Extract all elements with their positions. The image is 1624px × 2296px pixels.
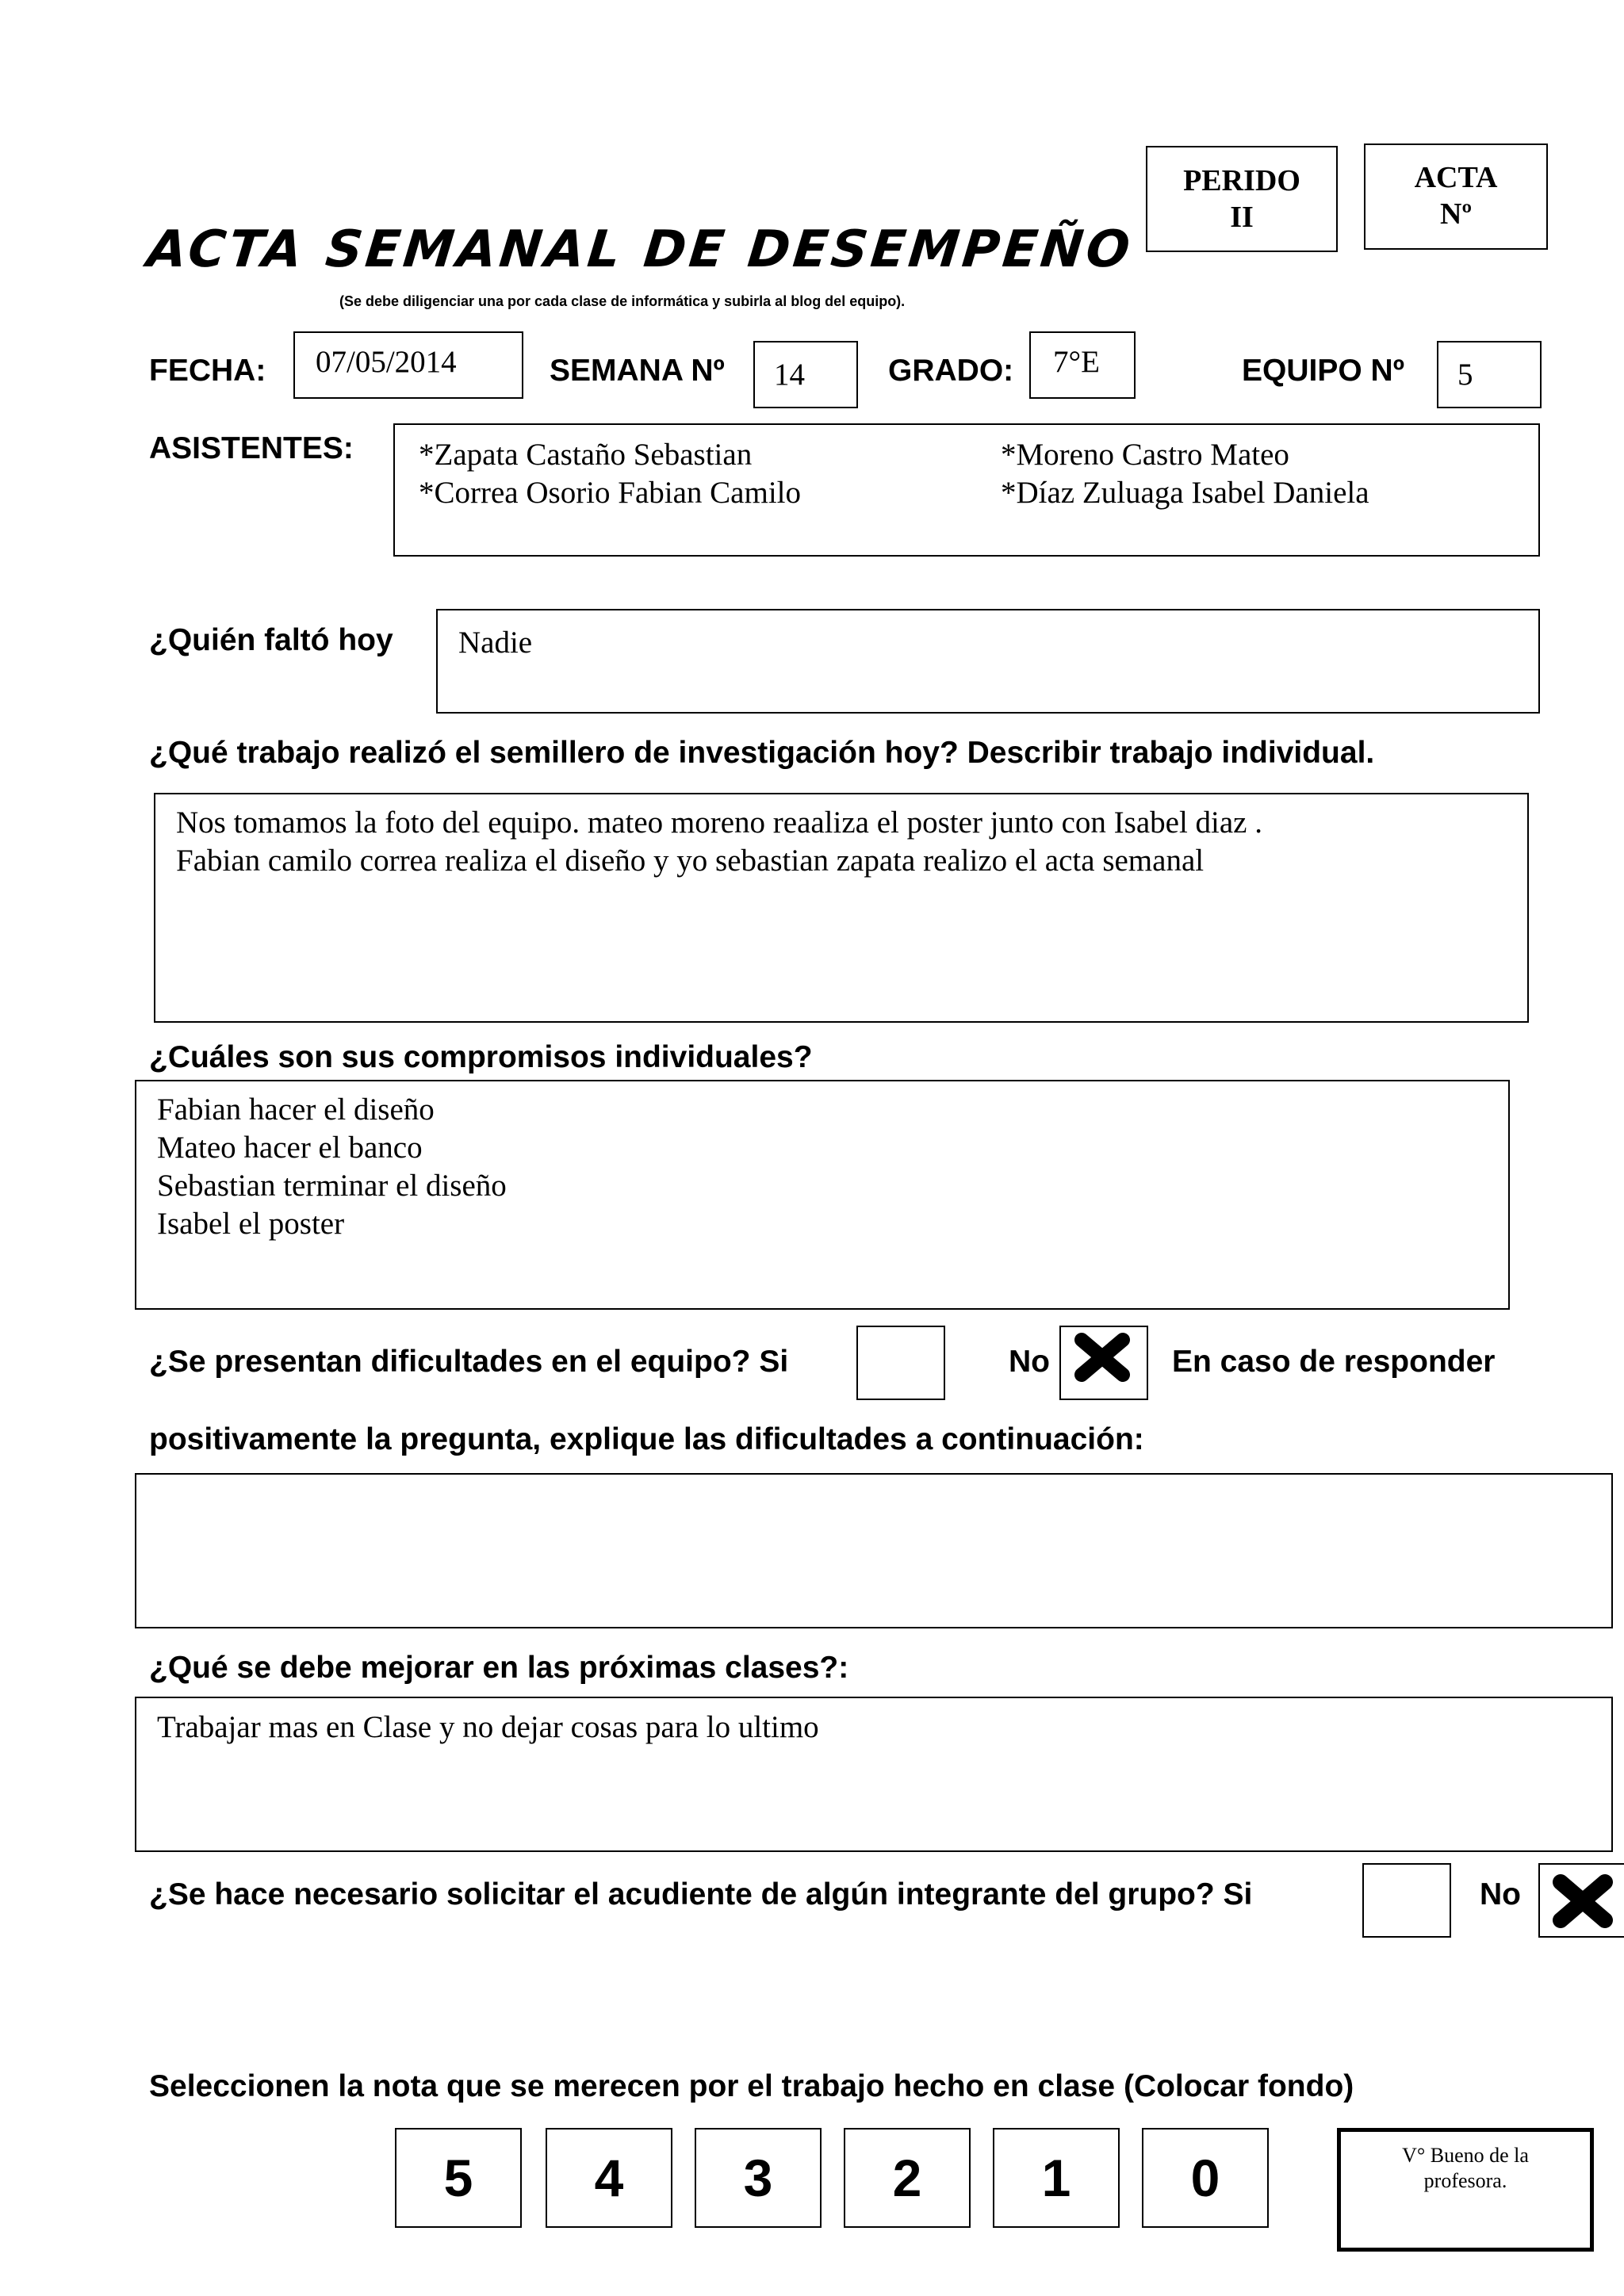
- asistentes-col1: [419, 436, 801, 512]
- compromisos-text: [157, 1091, 507, 1243]
- nota-option-5[interactable]: [395, 2128, 522, 2228]
- acta-number-label: Nº: [1440, 197, 1472, 231]
- fecha-label: FECHA:: [149, 354, 266, 388]
- falto-label: ¿Quién faltó hoy: [149, 623, 393, 657]
- nota-option-2[interactable]: [844, 2128, 971, 2228]
- nota-option-4[interactable]: [546, 2128, 672, 2228]
- acta-label: ACTA: [1414, 161, 1498, 194]
- fecha-field[interactable]: [293, 331, 523, 399]
- dificultades-no-label: No: [1009, 1345, 1050, 1379]
- acudiente-no-checkbox[interactable]: [1538, 1863, 1624, 1938]
- trabajo-field[interactable]: [154, 793, 1529, 1023]
- acudiente-si-checkbox[interactable]: [1362, 1863, 1451, 1938]
- asistente-name: *Moreno Castro Mateo: [1001, 438, 1289, 472]
- nota-option-label: 4: [594, 2149, 624, 2207]
- semana-value: 14: [774, 358, 805, 392]
- nota-option-label: 0: [1190, 2149, 1220, 2207]
- trabajo-line: Nos tomamos la foto del equipo. mateo moreno reaaliza el poster junto con Isabel diaz .: [176, 806, 1262, 840]
- trabajo-question: ¿Qué trabajo realizó el semillero de investigación hoy? Describir trabajo individual.: [149, 736, 1375, 770]
- fecha-value: 07/05/2014: [316, 345, 457, 379]
- acta-number-box[interactable]: [1364, 144, 1548, 250]
- mejorar-value: Trabajar mas en Clase y no dejar cosas para lo ultimo: [157, 1710, 819, 1744]
- dificultades-no-checkbox[interactable]: [1059, 1326, 1148, 1400]
- acudiente-question: ¿Se hace necesario solicitar el acudiente de algún integrante del grupo? Si: [149, 1877, 1253, 1911]
- asistentes-col2: [1001, 436, 1369, 512]
- compromiso-line: Mateo hacer el banco: [157, 1131, 423, 1165]
- compromisos-field[interactable]: [135, 1080, 1510, 1310]
- compromisos-question: ¿Cuáles son sus compromisos individuales?: [149, 1040, 813, 1074]
- dificultades-question-line2: positivamente la pregunta, explique las dificultades a continuación:: [149, 1422, 1144, 1456]
- form-title: ACTA SEMANAL DE DESEMPEÑO: [144, 220, 1136, 279]
- asistentes-label: ASISTENTES:: [149, 431, 354, 465]
- dificultades-question: ¿Se presentan dificultades en el equipo? Si: [149, 1345, 789, 1379]
- nota-option-1[interactable]: [993, 2128, 1120, 2228]
- equipo-label: EQUIPO Nº: [1242, 354, 1404, 388]
- mejorar-field[interactable]: [135, 1697, 1613, 1852]
- equipo-value: 5: [1457, 358, 1473, 392]
- form-subtitle: (Se debe diligenciar una por cada clase de informática y subirla al blog del equipo).: [339, 293, 906, 309]
- x-mark-icon: [1549, 1873, 1616, 1930]
- asistente-name: *Correa Osorio Fabian Camilo: [419, 476, 801, 510]
- nota-option-3[interactable]: [695, 2128, 822, 2228]
- mejorar-question: ¿Qué se debe mejorar en las próximas clases?:: [149, 1651, 849, 1685]
- nota-option-label: 5: [443, 2149, 473, 2207]
- grado-label: GRADO:: [888, 354, 1014, 388]
- compromiso-line: Sebastian terminar el diseño: [157, 1169, 507, 1203]
- x-mark-icon: [1072, 1332, 1132, 1383]
- periodo-label: PERIDO: [1183, 164, 1300, 197]
- vobo-label-line1: V° Bueno de la: [1402, 2144, 1529, 2167]
- periodo-box: [1146, 146, 1338, 252]
- nota-option-0[interactable]: [1142, 2128, 1269, 2228]
- grado-value: 7°E: [1053, 345, 1100, 379]
- falto-field[interactable]: [436, 609, 1540, 714]
- grado-field[interactable]: [1029, 331, 1136, 399]
- nota-option-label: 1: [1041, 2149, 1071, 2207]
- equipo-field[interactable]: [1437, 341, 1542, 408]
- dificultades-si-checkbox[interactable]: [856, 1326, 945, 1400]
- vobo-label-line2: profesora.: [1423, 2169, 1507, 2192]
- asistentes-field[interactable]: [393, 423, 1540, 557]
- dificultades-field[interactable]: [135, 1473, 1613, 1628]
- asistente-name: *Zapata Castaño Sebastian: [419, 438, 753, 472]
- acudiente-no-label: No: [1480, 1877, 1521, 1911]
- vobo-profesora-box[interactable]: [1337, 2128, 1594, 2252]
- trabajo-line: Fabian camilo correa realiza el diseño y yo sebastian zapata realizo el acta semanal: [176, 844, 1205, 878]
- periodo-value: II: [1230, 201, 1254, 234]
- compromiso-line: Isabel el poster: [157, 1207, 345, 1241]
- dificultades-question-end: En caso de responder: [1172, 1345, 1496, 1379]
- trabajo-text: [176, 804, 1262, 880]
- nota-question: Seleccionen la nota que se merecen por el trabajo hecho en clase (Colocar fondo): [149, 2069, 1354, 2103]
- nota-option-label: 3: [743, 2149, 773, 2207]
- semana-label: SEMANA Nº: [550, 354, 725, 388]
- falto-value: Nadie: [458, 626, 533, 660]
- compromiso-line: Fabian hacer el diseño: [157, 1093, 435, 1127]
- asistente-name: *Díaz Zuluaga Isabel Daniela: [1001, 476, 1369, 510]
- semana-field[interactable]: [753, 341, 858, 408]
- nota-option-label: 2: [892, 2149, 922, 2207]
